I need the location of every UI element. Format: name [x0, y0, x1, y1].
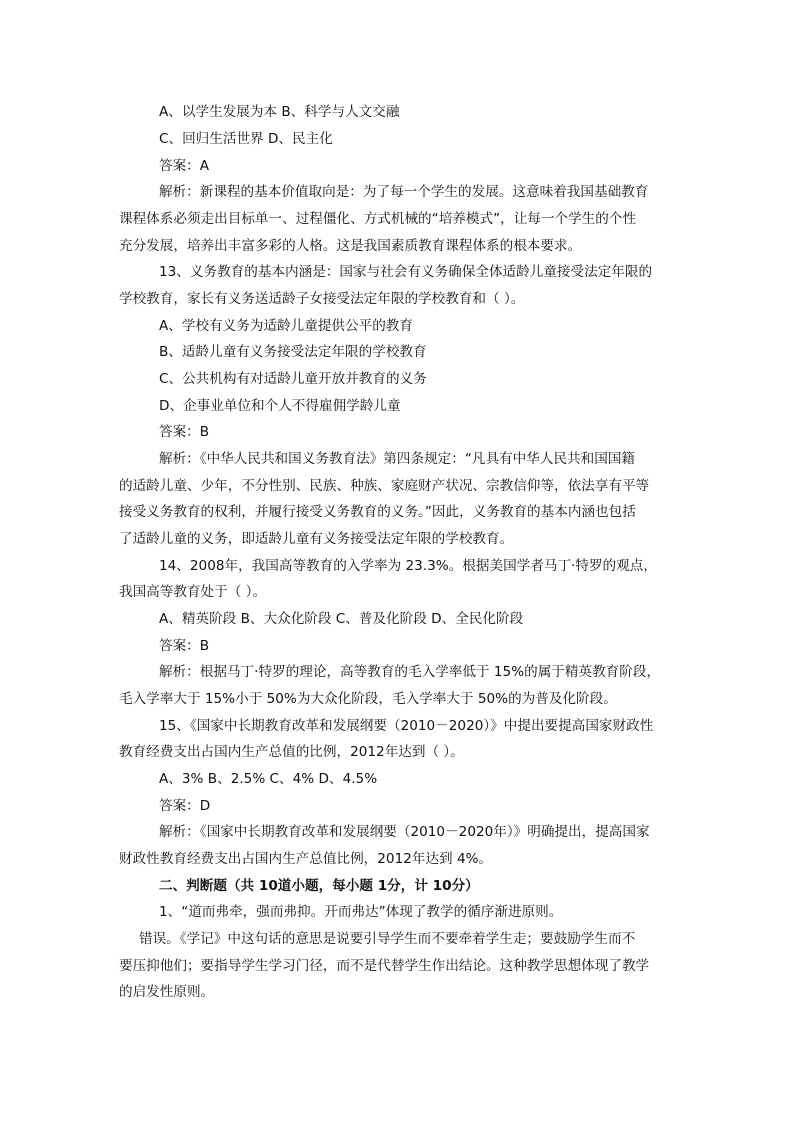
option-line: A、学校有义务为适龄儿童提供公平的教育 — [159, 318, 413, 334]
explanation-line: 充分发展，培养出丰富多彩的人格。这是我国素质教育课程体系的根本要求。 — [119, 238, 582, 254]
explanation-line: 解析：《国家中长期教育改革和发展纲要（2010－2020年）》明确提出，提高国家 — [159, 824, 650, 840]
option-line: A、以学生发展为本 B、科学与人文交融 — [159, 104, 400, 120]
explanation-line: 的适龄儿童、少年，不分性别、民族、种族、家庭财产状况、宗教信仰等，依法享有平等 — [119, 478, 650, 494]
answer-line: 答案：B — [159, 424, 210, 440]
judgment-answer-line: 要压抑他们；要指导学生学习门径，而不是代替学生作出结论。这种教学思想体现了教学 — [119, 958, 650, 974]
option-line: A、3% B、2.5% C、4% D、4.5% — [159, 771, 378, 787]
question-line: 学校教育，家长有义务送适龄子女接受法定年限的学校教育和（ ）。 — [119, 291, 525, 307]
explanation-line: 财政性教育经费支出占国内生产总值比例，2012年达到 4%。 — [119, 851, 493, 867]
explanation-line: 课程体系必须走出目标单一、过程僵化、方式机械的“培养模式”，让每一个学生的个性 — [119, 211, 637, 227]
explanation-line: 解析：根据马丁·特罗的理论，高等教育的毛入学率低于 15%的属于精英教育阶段， — [159, 664, 661, 680]
answer-line: 答案：A — [159, 158, 210, 174]
option-line: D、企事业单位和个人不得雇佣学龄儿童 — [159, 398, 401, 414]
question-line: 教育经费支出占国内生产总值的比例，2012年达到（ ）。 — [119, 744, 464, 760]
judgment-answer-line: 的启发性原则。 — [119, 984, 215, 1000]
option-line: C、回归生活世界 D、民主化 — [159, 131, 333, 147]
explanation-line: 毛入学率大于 15%小于 50%为大众化阶段，毛入学率大于 50%的为普及化阶段。 — [119, 691, 617, 707]
section-heading: 二、判断题（共 10道小题，每小题 1分，计 10分） — [159, 878, 479, 894]
answer-line: 答案：D — [159, 798, 211, 814]
explanation-line: 解析：新课程的基本价值取向是：为了每一个学生的发展。这意味着我国基础教育 — [159, 184, 649, 200]
explanation-line: 解析：《中华人民共和国义务教育法》第四条规定：“凡具有中华人民共和国国籍 — [159, 451, 636, 467]
explanation-line: 接受义务教育的权利，并履行接受义务教育的义务。”因此，义务教育的基本内涵也包括 — [119, 504, 636, 520]
question-line: 14、2008年，我国高等教育的入学率为 23.3%。根据美国学者马丁·特罗的观点， — [159, 558, 657, 574]
option-line: B、适龄儿童有义务接受法定年限的学校教育 — [159, 344, 427, 360]
explanation-line: 了适龄儿童的义务，即适龄儿童有义务接受法定年限的学校教育。 — [119, 531, 514, 547]
question-line: 13、义务教育的基本内涵是：国家与社会有义务确保全体适龄儿童接受法定年限的 — [159, 264, 653, 280]
question-line: 15、《国家中长期教育改革和发展纲要（2010－2020）》中提出要提高国家财政性 — [159, 718, 654, 734]
option-line: A、精英阶段 B、大众化阶段 C、普及化阶段 D、全民化阶段 — [159, 611, 524, 627]
judgment-answer-line: 错误。《学记》中这句话的意思是说要引导学生而不要牵着学生走；要鼓励学生而不 — [139, 931, 636, 947]
answer-line: 答案：B — [159, 638, 210, 654]
option-line: C、公共机构有对适龄儿童开放并教育的义务 — [159, 371, 427, 387]
judgment-question-line: 1、“道而弗牵，强而弗抑。开而弗达”体现了教学的循序渐进原则。 — [159, 904, 563, 920]
question-line: 我国高等教育处于（ ）。 — [119, 584, 267, 600]
